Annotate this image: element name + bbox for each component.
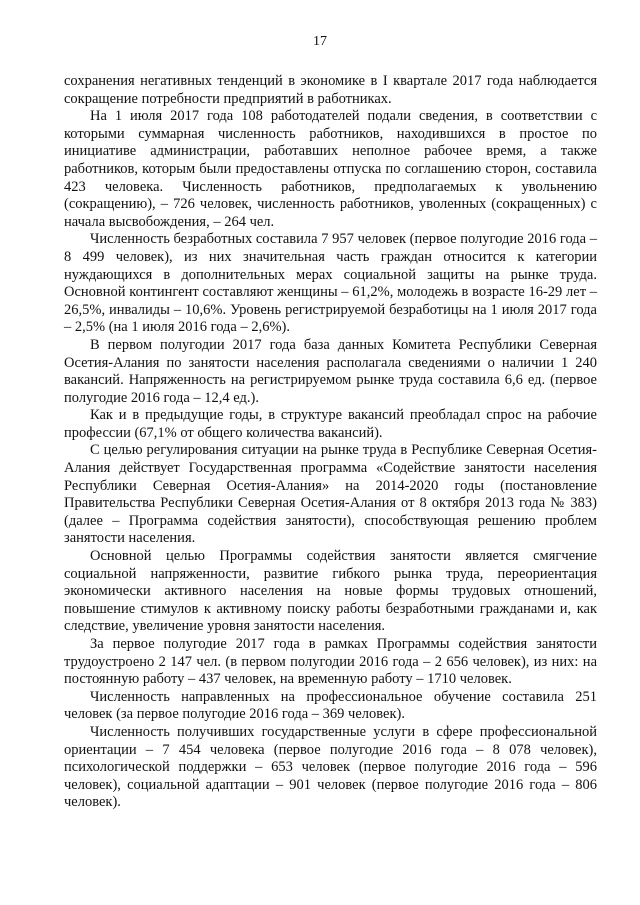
paragraph-unemployed-count: Численность безработных составила 7 957 человек (первое полугодие 2016 года – 8 499 человек), из них значительная часть граждан относится к категории нуждающихся в дополнительных мерах социальной защиты на рынке труда. Основной контингент составляют женщины – 61,2%, молодежь в возрасте 16-29 лет – 26,5%, инвалиды – 10,6%. Уровень регистрируемой безработицы на 1 июля 2017 года – 2,5% (на 1 июля 2016 года – 2,6%). bbox=[64, 231, 597, 336]
paragraph-vacancies-database: В первом полугодии 2017 года база данных Комитета Республики Северная Осетия-Алания по занятости населения располагала сведениями о наличии 1 240 вакансий. Напряженность на регистрируемом рынке труда составила 6,6 ед. (первое полугодие 2016 года – 12,4 ед.). bbox=[64, 336, 597, 406]
paragraph-state-program: С целью регулирования ситуации на рынке труда в Республике Северная Осетия-Алания действует Государственная программа «Содействие занятости населения Республики Северная Осетия-Алания» на 2014-2020 годы (постановление Правительства Республики Северная Осетия-Алания от 8 октября 2013 года № 383) (далее – Программа содействия занятости), способствующая решению проблем занятости населения. bbox=[64, 442, 597, 547]
paragraph-vocational-training: Численность направленных на профессиональное обучение составила 251 человек (за первое полугодие 2016 года – 369 человек). bbox=[64, 688, 597, 723]
paragraph-employer-reports: На 1 июля 2017 года 108 работодателей подали сведения, в соответствии с которыми суммарная численность работников, находившихся в простое по инициативе администрации, работавших неполное рабочее время, а также работников, которым были предоставлены отпуска по соглашению сторон, составила 423 человека. Численность работников, предполагаемых к увольнению (сокращению), – 726 человек, численность работников, уволенных (сокращенных) с начала высвобождения, – 264 чел. bbox=[64, 108, 597, 230]
page-number: 17 bbox=[313, 34, 327, 49]
paragraph-public-services: Численность получивших государственные услуги в сфере профессиональной ориентации – 7 454 человека (первое полугодие 2016 года – 8 078 человек), психологической поддержки – 653 человек (первое полугодие 2016 года – 596 человек), социальной адаптации – 901 человек (первое полугодие 2016 года – 806 человек). bbox=[64, 723, 597, 811]
paragraph-vacancy-structure: Как и в предыдущие годы, в структуре вакансий преобладал спрос на рабочие профессии (67,1% от общего количества вакансий). bbox=[64, 407, 597, 441]
paragraph-program-goal: Основной целью Программы содействия занятости является смягчение социальной напряженности, развитие гибкого рынка труда, переориентация экономически активного населения на новые формы трудовых отношений, повышение стимулов к активному поиску работы безработными гражданами и, как следствие, увеличение уровня занятости населения. bbox=[64, 548, 597, 635]
paragraph-employment-results: За первое полугодие 2017 года в рамках Программы содействия занятости трудоустроено 2 147 чел. (в первом полугодии 2016 года – 2 656 человек), из них: на постоянную работу – 437 человек, на временную работу – 1710 человек. bbox=[64, 636, 597, 688]
document-body bbox=[64, 73, 597, 812]
paragraph-continuation: сохранения негативных тенденций в экономике в I квартале 2017 года наблюдается сокращение потребности предприятий в работниках. bbox=[64, 73, 597, 107]
